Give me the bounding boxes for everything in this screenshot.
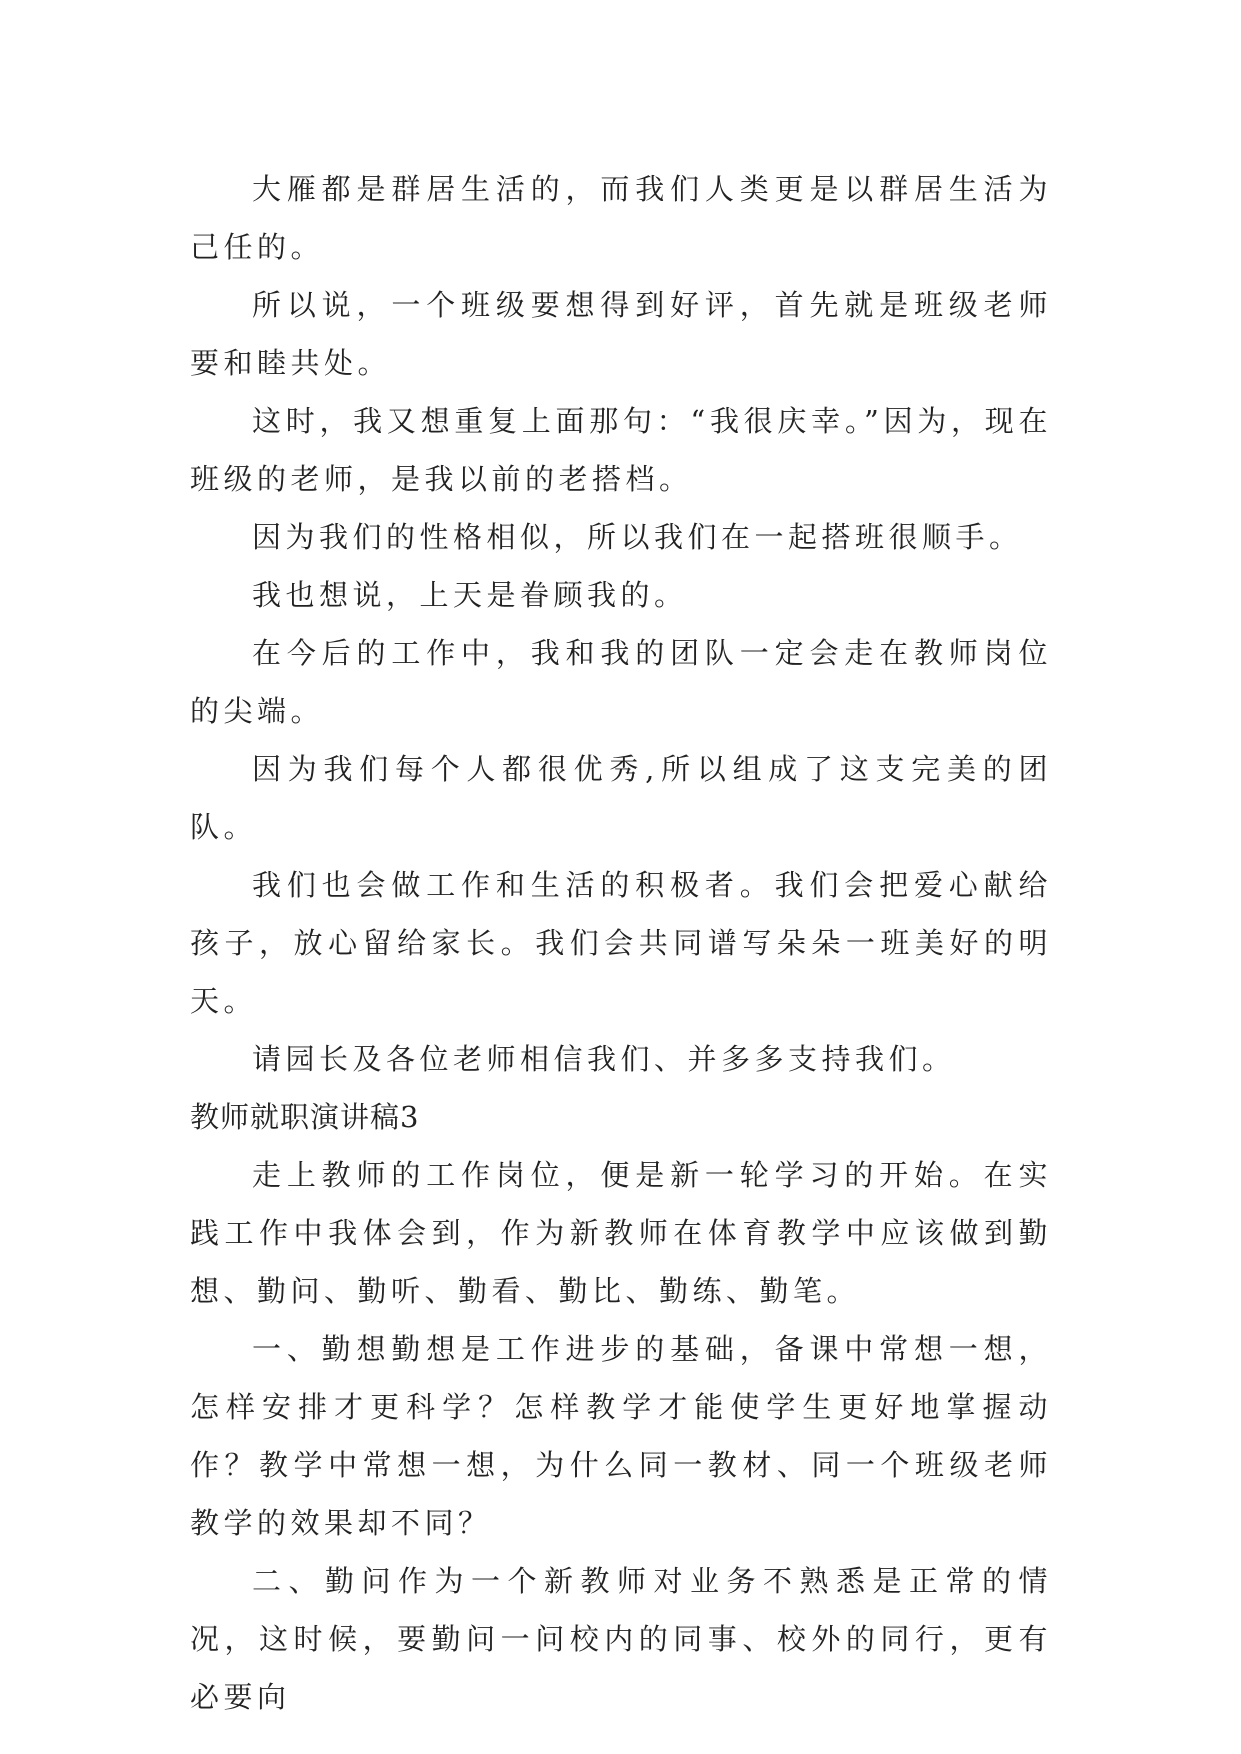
section-heading: 教师就职演讲稿3 xyxy=(190,1100,420,1134)
paragraph: 我们也会做工作和生活的积极者。我们会把爱心献给孩子，放心留给家长。我们会共同谱写朵朵一班美好的明天。 xyxy=(190,868,1052,1018)
paragraph: 因为我们每个人都很优秀,所以组成了这支完美的团队。 xyxy=(190,752,1052,844)
paragraph: 请园长及各位老师相信我们、并多多支持我们。 xyxy=(252,1042,956,1076)
paragraph: 因为我们的性格相似，所以我们在一起搭班很顺手。 xyxy=(252,520,1023,554)
paragraph: 走上教师的工作岗位，便是新一轮学习的开始。在实践工作中我体会到，作为新教师在体育教学中应该做到勤想、勤问、勤听、勤看、勤比、勤练、勤笔。 xyxy=(190,1158,1052,1308)
paragraph: 大雁都是群居生活的，而我们人类更是以群居生活为己任的。 xyxy=(190,172,1052,264)
paragraph: 一、勤想勤想是工作进步的基础，备课中常想一想，怎样安排才更科学？怎样教学才能使学生更好地掌握动作？教学中常想一想，为什么同一教材、同一个班级老师教学的效果却不同？ xyxy=(190,1332,1052,1540)
paragraph: 二、勤问作为一个新教师对业务不熟悉是正常的情况，这时候，要勤问一问校内的同事、校外的同行，更有必要向 xyxy=(190,1564,1052,1714)
paragraph: 这时，我又想重复上面那句：“我很庆幸。”因为，现在班级的老师，是我以前的老搭档。 xyxy=(190,404,1052,496)
paragraph: 我也想说，上天是眷顾我的。 xyxy=(252,578,688,612)
paragraph: 在今后的工作中，我和我的团队一定会走在教师岗位的尖端。 xyxy=(190,636,1052,728)
document-body xyxy=(190,160,1052,1726)
paragraph: 所以说，一个班级要想得到好评，首先就是班级老师要和睦共处。 xyxy=(190,288,1052,380)
